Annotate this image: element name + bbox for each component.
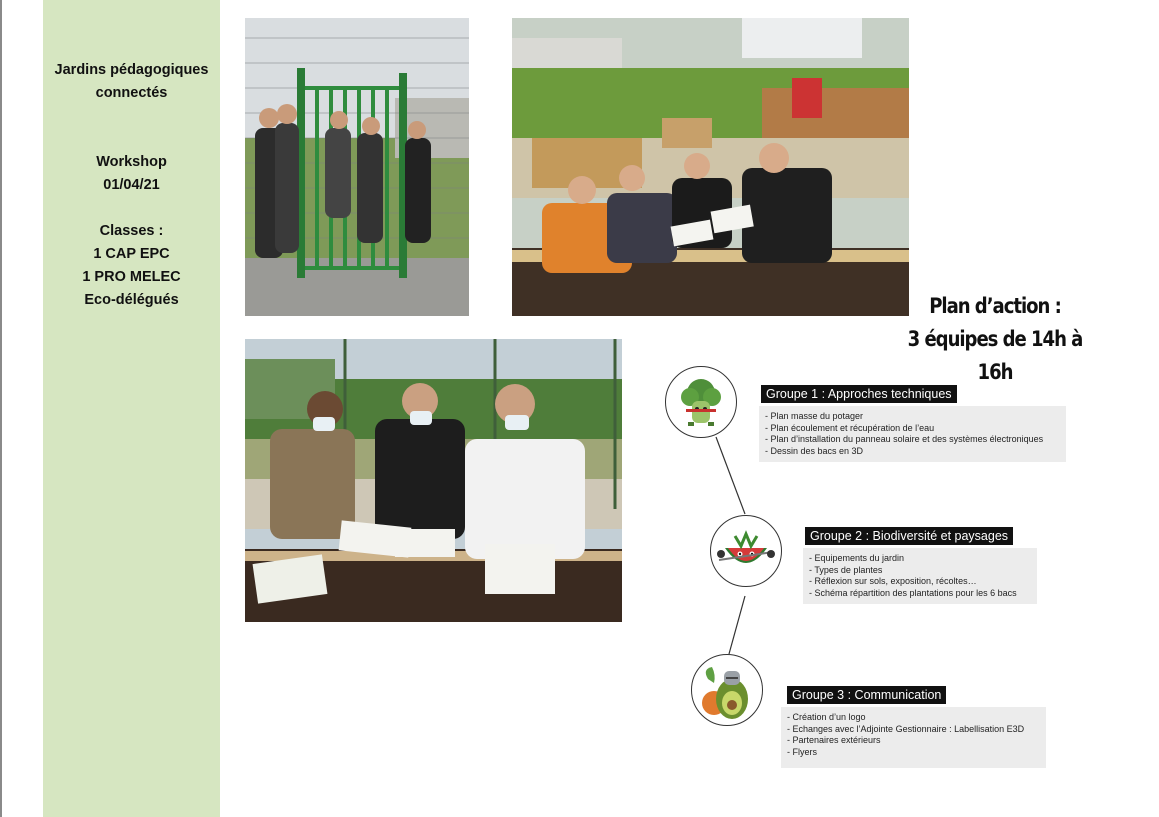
group1-task: - Dessin des bacs en 3D xyxy=(765,445,864,456)
sidebar-classes xyxy=(43,220,220,312)
group3-task: - Partenaires extérieurs xyxy=(787,735,881,745)
group3-tasks xyxy=(781,707,1046,768)
workshop-label: Workshop xyxy=(96,154,167,170)
group1-task: - Plan d’installation du panneau solaire et des systèmes électroniques xyxy=(765,434,1044,444)
avocado-knight-icon xyxy=(691,654,763,726)
group2-task: - Equipements du jardin xyxy=(809,553,905,563)
plan-subtitle-line: 3 équipes de 14h à 16h xyxy=(907,327,1083,384)
group1-tasks xyxy=(759,406,1066,462)
photo-garden-gate xyxy=(245,18,469,316)
group3-task: - Création d’un logo xyxy=(787,712,866,722)
group1-task: - Plan écoulement et récupération de l’eau xyxy=(765,422,935,433)
classes-heading: Classes : xyxy=(99,223,164,239)
broccoli-mascot-icon xyxy=(665,366,737,438)
group3-label: Groupe 3 : Communication xyxy=(787,686,946,704)
group2-task: - Réflexion sur sols, exposition, récoltes… xyxy=(809,576,977,586)
workshop-date: 01/04/21 xyxy=(103,177,160,193)
photo-students-raised-bed xyxy=(512,18,909,316)
sidebar xyxy=(43,0,220,817)
group3-task: - Flyers xyxy=(787,746,817,757)
group2-tasks xyxy=(803,548,1037,604)
class-item: 1 CAP EPC xyxy=(93,246,170,262)
group3-task: - Echanges avec l’Adjointe Gestionnaire : Labellisation E3D xyxy=(787,723,1025,734)
group1-task: - Plan masse du potager xyxy=(765,411,864,421)
sidebar-title-line: Jardins pédagogiques xyxy=(54,62,209,78)
plan-action-title xyxy=(896,290,1094,389)
sidebar-workshop xyxy=(43,151,220,197)
photo-students-plans xyxy=(245,339,622,622)
group2-task: - Schéma répartition des plantations pour les 6 bacs xyxy=(809,587,1017,598)
page-border xyxy=(0,0,2,817)
class-item: 1 PRO MELEC xyxy=(82,269,181,285)
class-item: Eco-délégués xyxy=(84,292,179,308)
watermelon-mascot-icon xyxy=(710,515,782,587)
sidebar-title xyxy=(43,59,220,105)
group2-task: - Types de plantes xyxy=(809,564,883,575)
group1-label: Groupe 1 : Approches techniques xyxy=(761,385,957,403)
group2-label: Groupe 2 : Biodiversité et paysages xyxy=(805,527,1013,545)
plan-title-line: Plan d’action : xyxy=(929,294,1061,318)
sidebar-title-line: connectés xyxy=(95,85,168,101)
